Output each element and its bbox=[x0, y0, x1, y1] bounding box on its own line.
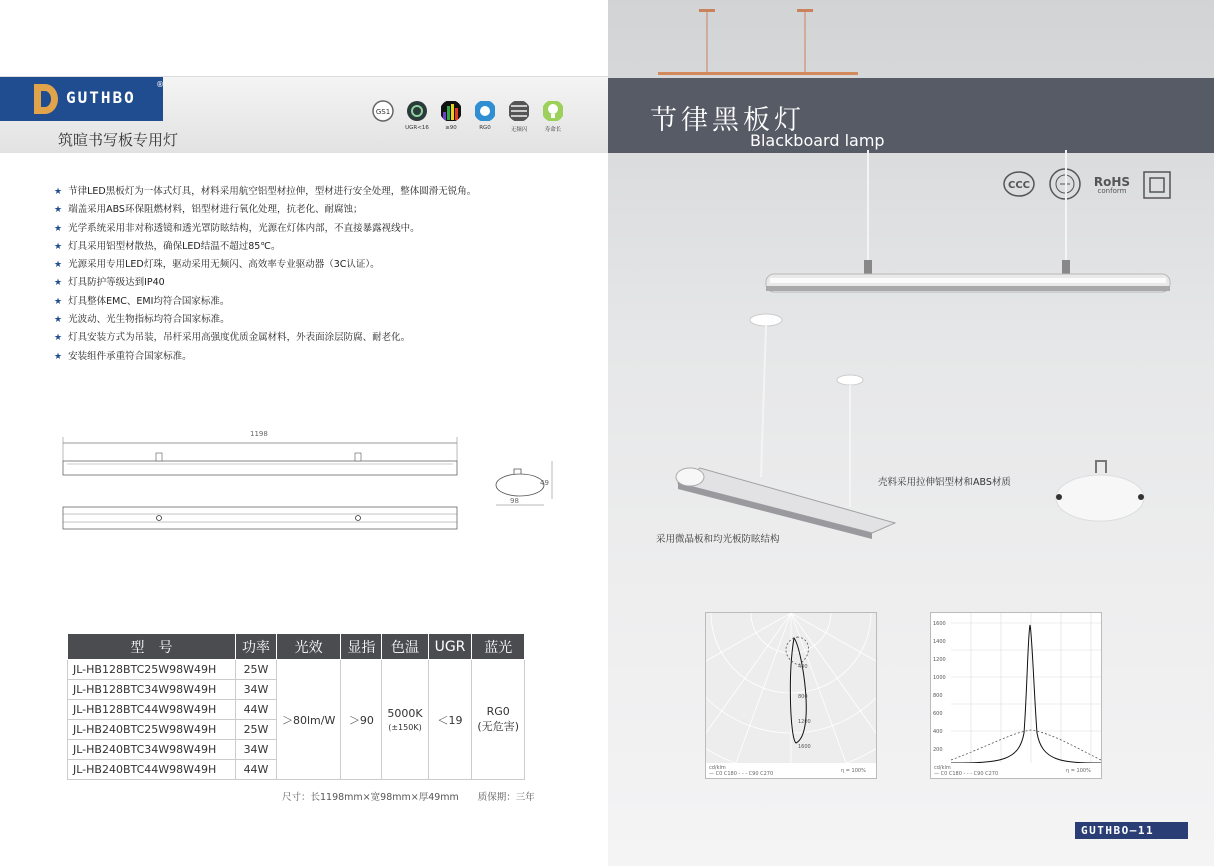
page-title: 节律黑板灯 bbox=[650, 105, 805, 136]
long-life-badge: 寿命长 bbox=[540, 100, 566, 133]
feature-item: ★ 光学系统采用非对称透镜和透光罩防眩结构，光源在灯体内部，不直接暴露视线中。 bbox=[54, 222, 420, 234]
rg0-icon bbox=[474, 100, 496, 122]
polar-chart-legend: — C0 C180 - - - C90 C270 bbox=[709, 771, 774, 777]
linear-chart-legend: — C0 C180 - - - C90 C270 bbox=[934, 771, 999, 777]
feature-item: ★ 安装组件承重符合国家标准。 bbox=[54, 350, 192, 362]
drawing-width: 98 bbox=[510, 497, 519, 505]
cri-badge: ≥90 bbox=[438, 100, 464, 131]
polar-tick: 1200 bbox=[798, 719, 811, 725]
shell-material-label: 壳料采用拉伸铝型材和ABS材质 bbox=[878, 477, 1011, 488]
table-row: JL-HB128BTC34W98W49H 34W bbox=[68, 680, 525, 700]
star-icon: ★ bbox=[54, 296, 63, 307]
col-cri: 显指 bbox=[341, 634, 382, 660]
col-ugr: UGR bbox=[428, 634, 472, 660]
star-icon: ★ bbox=[54, 351, 63, 362]
suspension-wires-top bbox=[655, 0, 865, 80]
no-flicker-badge: 无频闪 bbox=[506, 100, 532, 133]
polar-tick: 800 bbox=[798, 694, 808, 700]
linear-tick: 800 bbox=[933, 693, 943, 699]
feature-item: ★ 光源采用专用LED灯珠，驱动采用无频闪、高效率专业驱动器（3C认证）。 bbox=[54, 259, 380, 271]
linear-distribution-chart bbox=[930, 612, 1102, 779]
feature-list bbox=[54, 183, 476, 366]
linear-chart-svg bbox=[931, 613, 1101, 763]
optics-label: 采用微晶板和均光板防眩结构 bbox=[656, 534, 780, 545]
linear-tick: 1600 bbox=[933, 621, 946, 627]
linear-tick: 600 bbox=[933, 711, 943, 717]
feature-item: ★ 灯具采用铝型材散热，确保LED结温不超过85℃。 bbox=[54, 240, 281, 252]
star-icon: ★ bbox=[54, 260, 63, 271]
gs1-badge bbox=[370, 100, 396, 125]
page-subtitle: 筑暄书写板专用灯 bbox=[58, 131, 179, 149]
linear-tick: 1000 bbox=[933, 675, 946, 681]
cri-cell: ＞90 bbox=[341, 660, 382, 780]
feature-item: ★ 灯具防护等级达到IP40 bbox=[54, 277, 165, 289]
star-icon: ★ bbox=[54, 241, 63, 252]
col-blue: 蓝光 bbox=[472, 634, 525, 660]
linear-tick: 400 bbox=[933, 729, 943, 735]
cri-spectrum-icon bbox=[440, 100, 462, 122]
table-row: JL-HB128BTC25W98W49H 25W ＞80lm/W ＞90 5000K (±150K) ＜19 RG0 (无危害) bbox=[68, 660, 525, 680]
star-icon: ★ bbox=[54, 187, 63, 197]
star-icon: ★ bbox=[54, 315, 63, 326]
rohs-icon: RoHS bbox=[1093, 175, 1131, 189]
linear-tick: 200 bbox=[933, 747, 943, 753]
ugr-icon bbox=[406, 100, 428, 122]
ugr-badge: UGR<16 bbox=[404, 100, 430, 131]
col-efficacy: 光效 bbox=[277, 634, 341, 660]
svg-text:CCC: CCC bbox=[1007, 180, 1031, 191]
drawing-length: 1198 bbox=[250, 430, 268, 438]
polar-distribution-chart bbox=[705, 612, 877, 779]
feature-item: ★ 灯具整体EMC、EMI均符合国家标准。 bbox=[54, 295, 230, 307]
star-icon: ★ bbox=[54, 278, 63, 289]
rohs-badge: RoHS conform bbox=[1093, 175, 1131, 195]
cct-cell: 5000K (±150K) bbox=[382, 660, 428, 780]
star-icon: ★ bbox=[54, 223, 63, 234]
linear-tick: 1400 bbox=[933, 639, 946, 645]
star-icon: ★ bbox=[54, 333, 63, 344]
polar-tick: 400 bbox=[798, 664, 808, 670]
col-cct: 色温 bbox=[382, 634, 428, 660]
long-life-icon bbox=[542, 100, 564, 122]
blue-cell: RG0 (无危害) bbox=[472, 660, 525, 780]
table-header-row bbox=[68, 634, 525, 660]
linear-chart-eta: η = 100% bbox=[1066, 768, 1091, 774]
gs1-icon bbox=[372, 100, 394, 122]
ugr-cell: ＜19 bbox=[428, 660, 472, 780]
star-icon: ★ bbox=[54, 205, 63, 216]
feature-item: ★ 端盖采用ABS环保阻燃材料，铝型材进行氧化处理，抗老化、耐腐蚀； bbox=[54, 204, 363, 216]
logo-text: GUTHBO bbox=[66, 88, 136, 107]
polar-chart-unit: cd/klm bbox=[709, 765, 726, 771]
table-row: JL-HB128BTC44W98W49H 44W bbox=[68, 700, 525, 720]
technical-drawing bbox=[55, 425, 565, 545]
polar-chart-eta: η = 100% bbox=[841, 768, 866, 774]
logo-registered: ® bbox=[156, 80, 164, 89]
lamp-image-main bbox=[760, 150, 1180, 300]
polar-chart-svg bbox=[706, 613, 876, 763]
linear-tick: 1200 bbox=[933, 657, 946, 663]
col-model: 型 号 bbox=[68, 634, 236, 660]
linear-chart-unit: cd/klm bbox=[934, 765, 951, 771]
page-title-en: Blackboard lamp bbox=[750, 131, 885, 150]
feature-item: ★ 节律LED黑板灯为一体式灯具，材料采用航空铝型材拉伸，型材进行安全处理，整体圆滑无锐角。 bbox=[54, 186, 477, 197]
polar-tick: 1600 bbox=[798, 744, 811, 750]
size-warranty-note: 尺寸：长1198mm×宽98mm×厚49mm 质保期：三年 bbox=[282, 792, 535, 803]
table-row: JL-HB240BTC34W98W49H 34W bbox=[68, 740, 525, 760]
efficacy-cell: ＞80lm/W bbox=[277, 660, 341, 780]
svg-text:GS1: GS1 bbox=[375, 108, 391, 116]
col-power: 功率 bbox=[236, 634, 277, 660]
lamp-image-angled bbox=[670, 305, 910, 545]
table-row: JL-HB240BTC25W98W49H 25W bbox=[68, 720, 525, 740]
spec-table bbox=[67, 633, 525, 780]
feature-item: ★ 灯具安装方式为吊装，吊杆采用高强度优质金属材料，外表面涂层防腐、耐老化。 bbox=[54, 332, 411, 344]
drawing-height: 49 bbox=[540, 479, 549, 487]
table-row: JL-HB240BTC44W98W49H 44W bbox=[68, 760, 525, 780]
rg0-badge: RG0 bbox=[472, 100, 498, 131]
logo-d-icon bbox=[32, 82, 60, 116]
feature-icons bbox=[370, 100, 566, 133]
no-flicker-icon bbox=[508, 100, 530, 122]
lamp-end-cap bbox=[1050, 455, 1150, 525]
page-number: GUTHBO—11 bbox=[1075, 822, 1188, 839]
feature-item: ★ 光波动、光生物指标均符合国家标准。 bbox=[54, 314, 230, 326]
